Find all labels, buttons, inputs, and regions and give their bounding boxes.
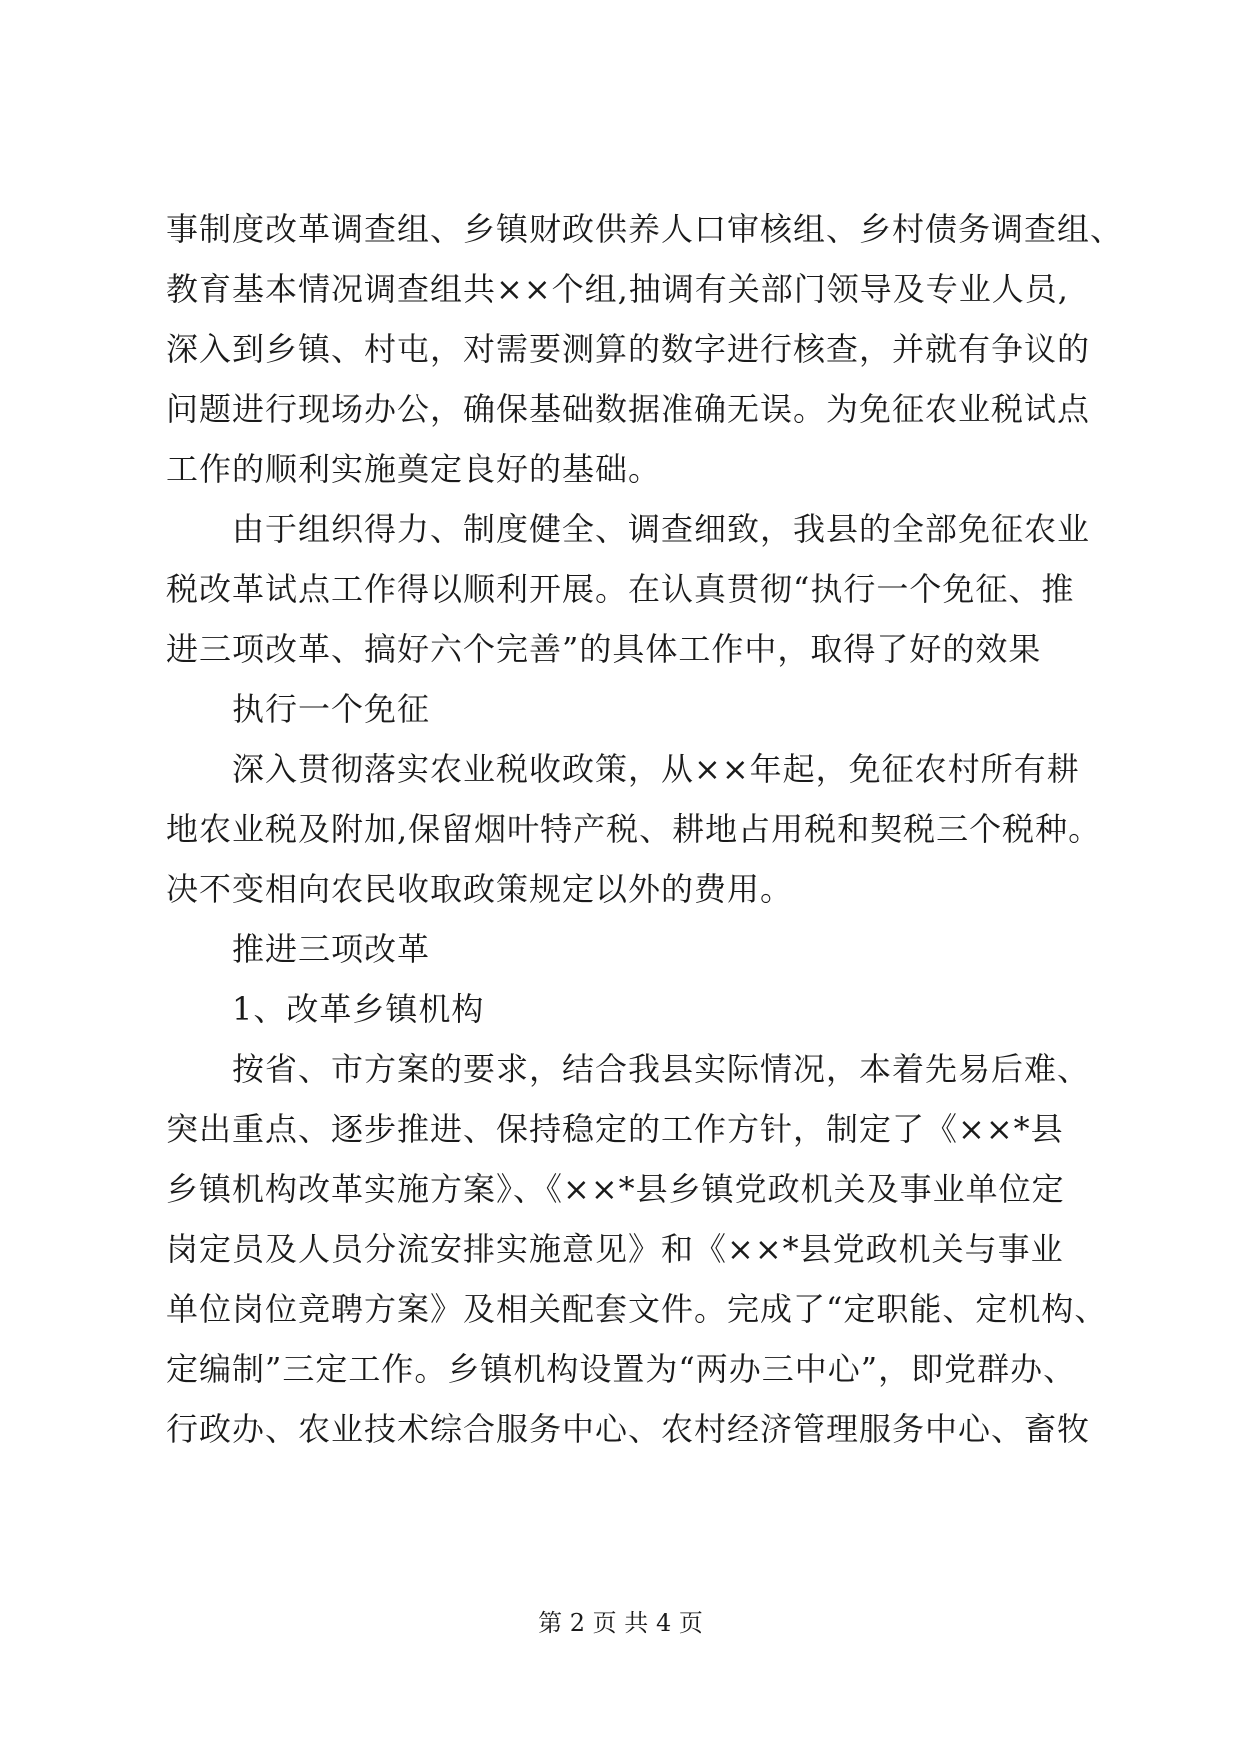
text-line: 决不变相向农民收取政策规定以外的费用。 xyxy=(166,870,794,908)
text-line: 税改革试点工作得以顺利开展。在认真贯彻“执行一个免征、推 xyxy=(166,570,1075,608)
text-line: 行政办、农业技术综合服务中心、农村经济管理服务中心、畜牧 xyxy=(166,1410,1091,1448)
text-line: 问题进行现场办公，确保基础数据准确无误。为免征农业税试点 xyxy=(166,390,1091,428)
text-line: 地农业税及附加,保留烟叶特产税、耕地占用税和契税三个税种。 xyxy=(166,810,1102,848)
text-line: 单位岗位竞聘方案》及相关配套文件。完成了“定职能、定机构、 xyxy=(166,1290,1108,1328)
section-heading: 执行一个免征 xyxy=(232,690,431,728)
text-line: 乡镇机构改革实施方案》、《××*县乡镇党政机关及事业单位定 xyxy=(166,1170,1065,1208)
text-line: 工作的顺利实施奠定良好的基础。 xyxy=(166,450,662,488)
paragraph-start-line: 深入贯彻落实农业税收政策，从××年起，免征农村所有耕 xyxy=(232,750,1080,788)
text-line: 深入到乡镇、村屯，对需要测算的数字进行核查，并就有争议的 xyxy=(166,330,1091,368)
text-line: 岗定员及人员分流安排实施意见》和《××*县党政机关与事业 xyxy=(166,1230,1064,1268)
page-number-footer: 第 2 页 共 4 页 xyxy=(538,1609,703,1637)
text-line: 教育基本情况调查组共××个组,抽调有关部门领导及专业人员, xyxy=(166,270,1069,308)
section-heading: 推进三项改革 xyxy=(232,930,431,968)
subsection-heading: 1、改革乡镇机构 xyxy=(232,990,485,1028)
text-line: 事制度改革调查组、乡镇财政供养人口审核组、乡村债务调查组、 xyxy=(166,210,1124,248)
paragraph-start-line: 由于组织得力、制度健全、调查细致，我县的全部免征农业 xyxy=(232,510,1091,548)
text-line: 突出重点、逐步推进、保持稳定的工作方针，制定了《××*县 xyxy=(166,1110,1064,1148)
paragraph-start-line: 按省、市方案的要求，结合我县实际情况，本着先易后难、 xyxy=(232,1050,1091,1088)
text-line: 定编制”三定工作。乡镇机构设置为“两办三中心”，即党群办、 xyxy=(166,1350,1077,1388)
text-line: 进三项改革、搞好六个完善”的具体工作中，取得了好的效果 xyxy=(166,630,1042,668)
